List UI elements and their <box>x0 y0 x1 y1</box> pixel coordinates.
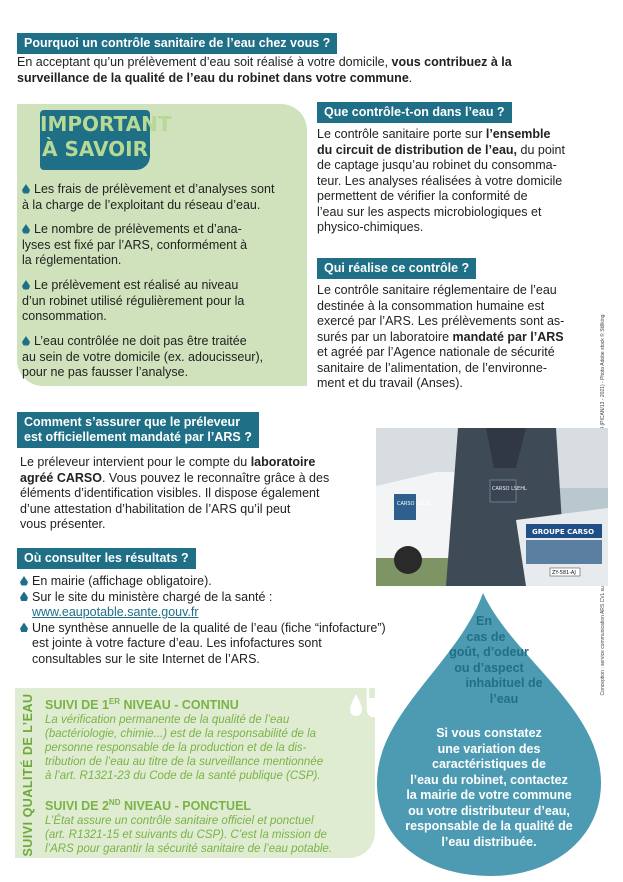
suivi-vertical-text: SUIVI QUALITÉ DE L’EAU <box>21 693 35 857</box>
qc-l5: permettent de vérifier la conformité de <box>317 189 528 203</box>
consult-item-3-l2: est jointe à votre facture d’eau. Les infofactures sont <box>32 636 322 650</box>
cm-l3: éléments d’identification visibles. Il dispose également <box>20 486 320 500</box>
pourquoi-line2: surveillance de la qualité de l’eau du robinet dans votre commune <box>17 70 409 85</box>
carso-photo-illustration <box>376 428 608 586</box>
important-item-4-l1: L’eau contrôlée ne doit pas être traitée <box>34 334 247 348</box>
section-title-comment <box>17 412 259 448</box>
water-drop-icon <box>20 576 28 586</box>
drop-bottom-l3: caractéristiques de <box>432 757 546 771</box>
cm-l1b: laboratoire <box>250 455 316 469</box>
suivi-body-2 <box>45 814 370 856</box>
drop-bottom-text <box>373 726 605 850</box>
suivi-h2-b: NIVEAU - PONCTUEL <box>120 799 252 814</box>
suivi-b1-l3: personne responsable de la production et de la dis- <box>45 742 307 754</box>
section-title-qui-realise: Qui réalise ce contrôle ? <box>317 258 476 279</box>
cm-l2: . Vous pouvez le reconnaître grâce à des <box>101 470 330 485</box>
qr-l7: ment et du travail (Anses). <box>317 376 463 390</box>
qui-realise-text <box>317 283 597 392</box>
suivi-b2-l1: L’État assure un contrôle sanitaire officiel et ponctuel <box>45 815 314 827</box>
drop-bottom-l7: responsable de la qualité de <box>405 819 573 833</box>
pourquoi-line2-end: . <box>408 70 413 85</box>
qr-l1: Le contrôle sanitaire réglementaire de l’eau <box>317 283 557 297</box>
van-side-logo: CARSO LSEHL <box>397 501 432 507</box>
suivi-h2-sup: ND <box>108 798 121 807</box>
qc-l6: l’eau sur les aspects microbiologiques et <box>317 204 542 219</box>
suivi-b2-l2: (art. R1321-15 et suivants du CSP). C’est la mission de <box>45 829 327 841</box>
drop-bottom-l5: la mairie de votre commune <box>406 788 572 802</box>
qr-l4b: mandaté par l’ARS <box>452 329 564 344</box>
important-item-2-l1: Le nombre de prélèvements et d’ana- <box>34 222 242 236</box>
consult-item-3-l1: Une synthèse annuelle de la qualité de l’eau (fiche “infofacture”) <box>32 620 386 635</box>
important-item-3 <box>22 278 302 325</box>
important-title-badge <box>40 110 172 170</box>
drop-bottom-l6: ou votre distributeur d’eau, <box>408 803 570 818</box>
pourquoi-text <box>17 55 597 86</box>
qc-l4: teur. Les analyses réalisées à votre domicile <box>317 173 563 188</box>
pourquoi-line1a: En acceptant qu’un prélèvement d’eau soit réalisé à votre domicile, <box>17 55 392 69</box>
consult-item-1-text: En mairie (affichage obligatoire). <box>32 574 212 588</box>
cm-l1: Le préleveur intervient pour le compte du <box>20 455 251 469</box>
drop-bottom-l4: l’eau du robinet, contactez <box>410 772 568 787</box>
drop-top-l6: l’eau <box>489 691 519 706</box>
suivi-b1-l4: tribution de l’eau au titre de la surveillance mentionnée <box>45 756 324 768</box>
eaupotable-link[interactable]: www.eaupotable.sante.gouv.fr <box>32 605 199 619</box>
drop-top-text <box>373 614 605 707</box>
cm-l2b: agréé CARSO <box>20 470 102 485</box>
drop-bottom-l2: une variation des <box>437 741 541 756</box>
important-title-line2: À SAVOIR <box>42 137 148 161</box>
qr-l4: surés par un laboratoire <box>317 329 453 344</box>
water-drop-icon <box>22 336 30 346</box>
cm-l5: vous présenter. <box>20 517 106 531</box>
suivi-b1-l2: (bactériologie, chimie...) est de la responsabilité de la <box>45 728 317 740</box>
water-drop-icon <box>22 184 30 194</box>
water-drop-callout <box>373 588 605 880</box>
important-item-3-l2: d’un robinet utilisé régulièrement pour la <box>22 293 245 308</box>
qr-l5: et agréé par l’Agence nationale de sécurité <box>317 345 555 359</box>
consult-item-3-l3: consultables sur le site Internet de l’ARS. <box>32 651 260 666</box>
section-title-pourquoi: Pourquoi un contrôle sanitaire de l’eau chez vous ? <box>17 33 337 54</box>
van-rear-text: GROUPE CARSO <box>532 528 595 536</box>
qr-l6: sanitaire de l’alimentation, de l’environne- <box>317 360 547 375</box>
suivi-b1-l5: à l’art. R1321-23 du Code de la santé publique (CSP). <box>45 770 321 782</box>
drop-top-l5: inhabituel de <box>465 676 543 690</box>
important-item-3-l1: Le prélèvement est réalisé au niveau <box>34 278 239 292</box>
important-item-2-l2: lyses est fixé par l’ARS, conformément à <box>22 237 248 252</box>
comment-text <box>20 455 375 533</box>
consult-item-2-text: Sur le site du ministère chargé de la santé : <box>32 589 273 604</box>
qr-l2: destinée à la consommation humaine est <box>317 298 545 313</box>
drop-bottom-l1: Si vous constatez <box>436 726 542 740</box>
section-title-que-controle: Que contrôle-t-on dans l’eau ? <box>317 102 512 123</box>
qc-l2b: du circuit de distribution de l’eau, <box>317 142 518 157</box>
drop-top-l3: goût, d’odeur <box>449 645 529 659</box>
suivi-h1-sup: ER <box>108 697 121 706</box>
cm-l4: d’une attestation d’habilitation de l’ARS qu’il peut <box>20 501 291 516</box>
important-item-4 <box>22 334 302 381</box>
important-item-1 <box>22 182 302 213</box>
section-title-ou-consulter: Où consulter les résultats ? <box>17 548 196 569</box>
suivi-heading-2 <box>45 798 251 813</box>
qr-l3: exercé par l’ARS. Les prélèvements sont as- <box>317 314 565 328</box>
suivi-heading-1 <box>45 697 239 712</box>
water-drop-icon <box>20 623 28 633</box>
suivi-h1-a: SUIVI DE 1 <box>45 698 109 713</box>
qc-l3: de captage jusqu’au robinet du consomma- <box>317 158 557 172</box>
suivi-h1-b: NIVEAU - CONTINU <box>120 698 239 713</box>
important-item-2 <box>22 222 302 269</box>
qc-l1: Le contrôle sanitaire porte sur <box>317 127 486 141</box>
important-item-2-l3: la réglementation. <box>22 253 122 267</box>
van-plate: ZY-581-AJ <box>552 570 576 576</box>
jacket-logo: CARSO LSEHL <box>492 486 527 492</box>
drop-top-l4: ou d’aspect <box>454 660 524 675</box>
suivi-b1-l1: La vérification permanente de la qualité de l’eau <box>45 714 290 726</box>
comment-title-l1: Comment s’assurer que le préleveur <box>24 415 241 429</box>
important-item-4-l2: au sein de votre domicile (ex. adoucisseur), <box>22 349 264 364</box>
important-title-line1: IMPORTANT <box>40 112 172 136</box>
water-drop-icon <box>20 592 28 602</box>
water-drop-icon <box>22 280 30 290</box>
suivi-vertical-label <box>17 694 39 856</box>
drop-top-l2: cas de <box>466 629 506 644</box>
suivi-body-1 <box>45 713 370 783</box>
qc-l1b: l’ensemble <box>485 127 551 141</box>
drop-top-l1: En <box>476 614 492 628</box>
important-item-1-l2: à la charge de l’exploitant du réseau d’eau. <box>22 197 261 212</box>
important-item-1-l1: Les frais de prélèvement et d’analyses sont <box>34 182 275 196</box>
important-item-4-l3: pour ne pas fausser l’analyse. <box>22 365 189 379</box>
qc-l2: du point <box>517 142 565 157</box>
qc-l7: physico-chimiques. <box>317 220 424 234</box>
suivi-h2-a: SUIVI DE 2 <box>45 799 109 814</box>
comment-title-l2: est officiellement mandaté par l’ARS ? <box>24 430 252 444</box>
important-item-3-l3: consommation. <box>22 309 107 323</box>
que-controle-text <box>317 127 597 236</box>
drop-bottom-l8: l’eau distribuée. <box>441 834 537 849</box>
carso-photo <box>376 428 608 586</box>
water-drop-icon <box>22 224 30 234</box>
pourquoi-line1b: vous contribuez à la <box>391 55 512 69</box>
suivi-b2-l3: l’ARS pour garantir la sécurité sanitaire de l’eau potable. <box>45 843 333 855</box>
